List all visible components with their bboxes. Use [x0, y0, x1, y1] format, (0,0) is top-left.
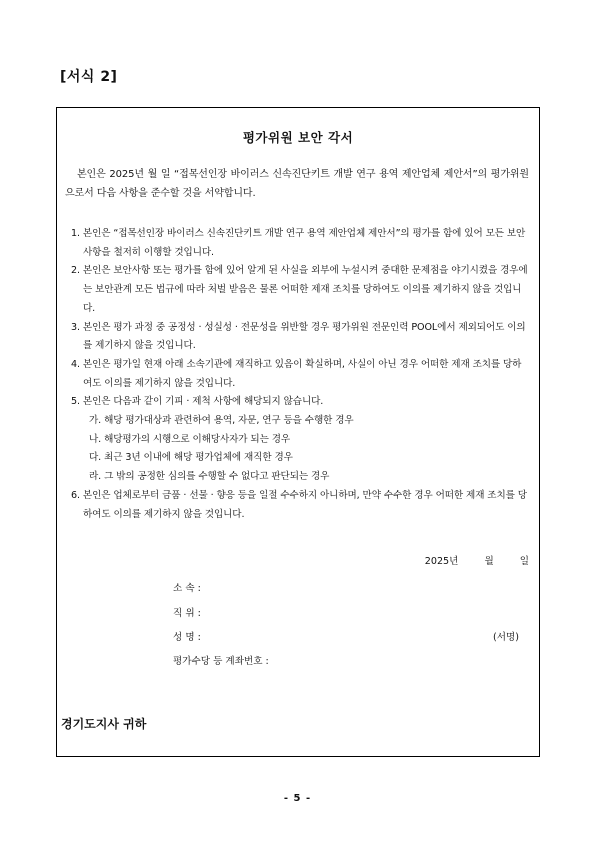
- document-title: 평가위원 보안 각서: [242, 130, 354, 145]
- sub-item-da: 다. 최근 3년 이내에 해당 평가업체에 재직한 경우: [89, 452, 293, 464]
- page-number: - 5 -: [283, 793, 312, 804]
- pledge-item-2: 2. 본인은 보안사항 또는 평가를 함에 있어 알게 된 사실을 외부에 누설시켜 중대한 문제점을 야기시켰을 경우에는 보안관계 모든 법규에 따라 처벌 받음은 물론 어떠한 제재 조치를 당하여도 이의를 제기하지 않을 것입니다.: [71, 265, 528, 314]
- intro-paragraph: 본인은 2025년 월 일 “접목선인장 바이러스 신속진단키트 개발 연구 용역 제안업체 제안서”의 평가위원으로서 다음 사항을 준수할 것을 서약합니다.: [65, 169, 529, 199]
- position-field: 직 위 :: [173, 608, 201, 619]
- addressee: 경기도지사 귀하: [61, 717, 147, 731]
- account-field: 평가수당 등 계좌번호 :: [173, 656, 269, 667]
- date-day: 일: [519, 556, 529, 567]
- pledge-list: [71, 225, 529, 524]
- pledge-item-5: 5. 본인은 다음과 같이 기피 · 제척 사항에 해당되지 않습니다.: [71, 396, 324, 408]
- sub-item-na: 나. 해당평가의 시행으로 이해당사자가 되는 경우: [89, 433, 291, 445]
- pledge-form: [56, 107, 540, 757]
- pledge-item-1: 1. 본인은 “접목선인장 바이러스 신속진단키트 개발 연구 용역 제안업체 제안서”의 평가를 함에 있어 모든 보안사항을 철저히 이행할 것입니다.: [71, 228, 526, 258]
- signing-date: [425, 553, 529, 567]
- date-year: 2025년: [424, 556, 459, 567]
- sub-item-ra: 라. 그 밖의 공정한 심의를 수행할 수 없다고 판단되는 경우: [89, 471, 330, 483]
- sub-item-ga: 가. 해당 평가대상과 관련하여 용역, 자문, 연구 등을 수행한 경우: [89, 415, 354, 427]
- name-field: 성 명 :: [173, 632, 201, 643]
- pledge-item-4: 4. 본인은 평가일 현재 아래 소속기관에 재직하고 있음이 확실하며, 사실이 아닌 경우 어떠한 제재 조치를 당하여도 이의를 제기하지 않을 것입니다.: [71, 358, 522, 389]
- pledge-item-6: 6. 본인은 업체로부터 금품 · 선물 · 향응 등을 일절 수수하지 아니하며, 만약 수수한 경우 어떠한 제재 조치를 당하여도 이의를 제기하지 않을 것입니다.: [71, 489, 527, 520]
- date-month: 월: [484, 556, 494, 567]
- form-label: [서식 2]: [60, 69, 118, 85]
- affiliation-field: 소 속 :: [173, 583, 201, 594]
- pledge-item-3: 3. 본인은 평가 과정 중 공정성 · 성실성 · 전문성을 위반할 경우 평가위원 전문인력 POOL에서 제외되어도 이의를 제기하지 않을 것입니다.: [71, 321, 526, 352]
- signature-mark: (서명): [492, 632, 519, 643]
